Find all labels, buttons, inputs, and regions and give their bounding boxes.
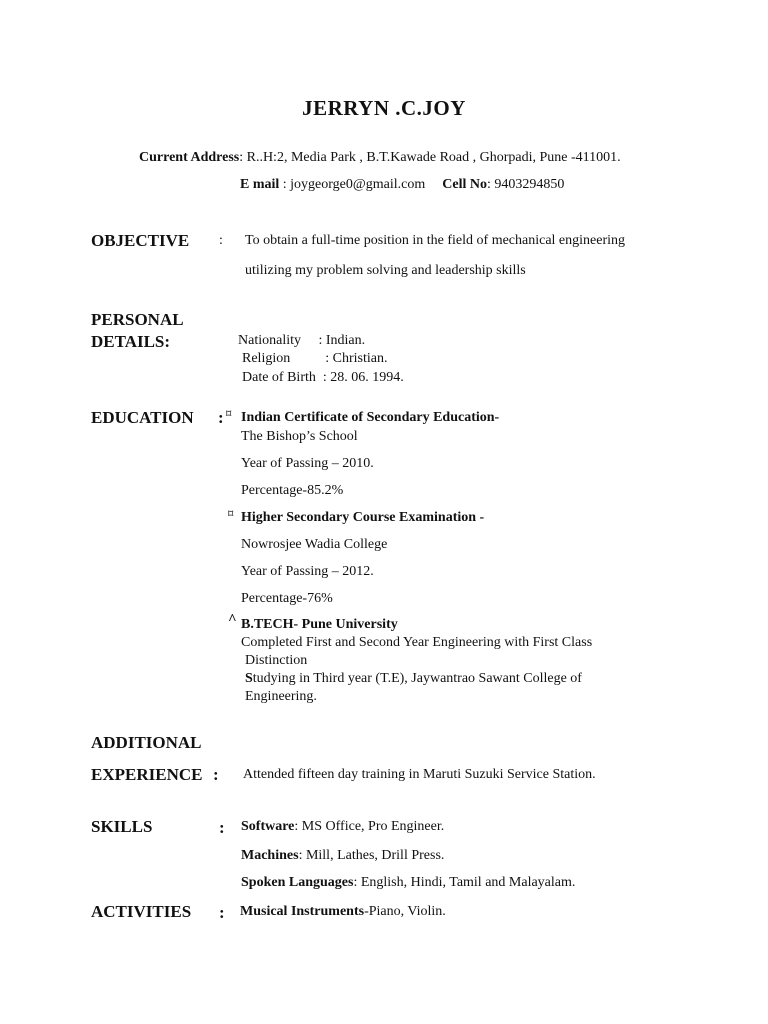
personal-heading-2: DETAILS: [91, 332, 171, 351]
caret-bullet-icon: ^ [228, 612, 237, 628]
languages-value: : English, Hindi, Tamil and Malayalam. [353, 875, 576, 890]
hsc-year: Year of Passing – 2012. [241, 564, 374, 579]
address-value: : R..H:2, Media Park , B.T.Kawade Road , Ghorpadi, Pune -411001. [239, 150, 621, 165]
experience-colon: : [213, 765, 219, 784]
contact-line [240, 177, 564, 193]
religion-row: Religion : Christian. [242, 351, 388, 366]
software-value: : MS Office, Pro Engineer. [294, 819, 445, 834]
btech-line1: Completed First and Second Year Engineering with First Class [241, 635, 593, 650]
bullet-icon: ⌑ [228, 509, 234, 520]
icse-percent: Percentage-85.2% [241, 483, 344, 498]
dob-row: Date of Birth : 28. 06. 1994. [242, 370, 404, 385]
btech-line3-initial: S [245, 671, 253, 686]
activities-heading: ACTIVITIES [91, 902, 192, 921]
machines-value: : Mill, Lathes, Drill Press. [298, 848, 445, 863]
skills-heading: SKILLS [91, 817, 153, 836]
experience-heading-2: EXPERIENCE [91, 765, 203, 784]
hsc-percent: Percentage-76% [241, 591, 333, 606]
resume-name: JERRYN .C.JOY [302, 96, 466, 120]
education-colon: : [218, 408, 224, 427]
objective-line1: To obtain a full-time position in the field of mechanical engineering [245, 233, 626, 248]
experience-heading-1: ADDITIONAL [91, 733, 202, 752]
btech-line4: Engineering. [245, 689, 317, 704]
activities-value: -Piano, Violin. [364, 904, 446, 919]
skills-colon: : [219, 818, 225, 837]
activities-row [240, 904, 446, 920]
btech-title: B.TECH- Pune University [241, 617, 398, 632]
btech-line2: Distinction [245, 653, 308, 668]
icse-title: Indian Certificate of Secondary Education- [241, 410, 500, 425]
objective-colon: : [219, 233, 223, 248]
cell-label: Cell No [442, 177, 487, 192]
hsc-college: Nowrosjee Wadia College [241, 537, 388, 552]
software-row [241, 819, 444, 835]
btech-line3-rest: tudying in Third year (T.E), Jaywantrao Sawant College of [252, 671, 582, 686]
address-line [139, 150, 621, 166]
activities-label: Musical Instruments [240, 904, 365, 919]
objective-line2: utilizing my problem solving and leadership skills [245, 263, 526, 278]
btech-line3 [245, 671, 582, 687]
activities-colon: : [219, 903, 225, 922]
machines-label: Machines [241, 848, 299, 863]
icse-school: The Bishop’s School [241, 429, 358, 444]
email-label: E mail [240, 177, 280, 192]
machines-row [241, 848, 444, 864]
nationality-row: Nationality : Indian. [238, 333, 366, 348]
address-label: Current Address [139, 150, 240, 165]
objective-heading: OBJECTIVE [91, 231, 190, 250]
languages-row [241, 875, 575, 891]
icse-year: Year of Passing – 2010. [241, 456, 374, 471]
hsc-title: Higher Secondary Course Examination - [241, 510, 485, 525]
experience-text: Attended fifteen day training in Maruti Suzuki Service Station. [243, 767, 596, 782]
cell-value: : 9403294850 [487, 177, 565, 192]
personal-heading-1: PERSONAL [91, 310, 184, 329]
email-value: : joygeorge0@gmail.com [282, 177, 426, 192]
software-label: Software [241, 819, 295, 834]
languages-label: Spoken Languages [241, 875, 354, 890]
bullet-icon: ⌑ [226, 409, 232, 420]
education-heading: EDUCATION [91, 408, 194, 427]
